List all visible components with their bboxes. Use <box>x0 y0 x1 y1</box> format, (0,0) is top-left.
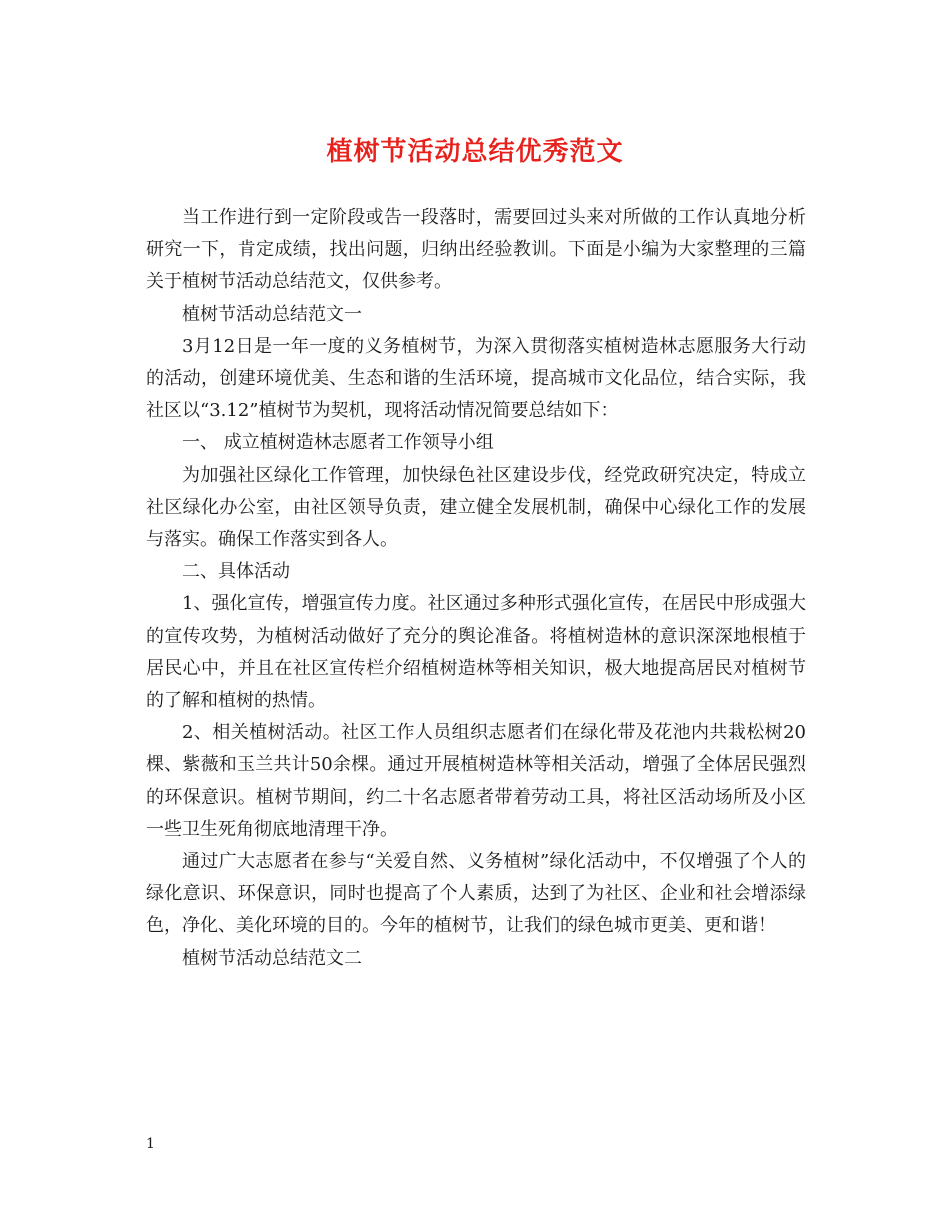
section-heading-one: 植树节活动总结范文一 <box>182 303 362 325</box>
document-body <box>146 202 806 975</box>
body-paragraph: 3月12日是一年一度的义务植树节，为深入贯彻落实植树造林志愿服务大行动的活动，创建环境优美、生态和谐的生活环境，提高城市文化品位，结合实际，我社区以“3.12”植树节为契机，现将活动情况简要总结如下： <box>146 335 806 422</box>
section-heading-two: 植树节活动总结范文二 <box>182 947 362 969</box>
body-paragraph: 2、相关植树活动。社区工作人员组织志愿者们在绿化带及花池内共栽松树20棵、紫薇和玉兰共计50余棵。通过开展植树造林等相关活动，增强了全体居民强烈的环保意识。植树节期间，约二十名志愿者带着劳动工具，将社区活动场所及小区一些卫生死角彻底地清理干净。 <box>146 722 806 840</box>
document-title: 植树节活动总结优秀范文 <box>326 137 624 167</box>
subheading-leadership-group: 一、 成立植树造林志愿者工作领导小组 <box>182 432 494 454</box>
page-number: 1 <box>146 1136 155 1152</box>
body-paragraph: 1、强化宣传，增强宣传力度。社区通过多种形式强化宣传，在居民中形成强大的宣传攻势，为植树活动做好了充分的舆论准备。将植树造林的意识深深地根植于居民心中，并且在社区宣传栏介绍植树造林等相关知识，极大地提高居民对植树节的了解和植树的热情。 <box>146 593 806 712</box>
body-paragraph: 为加强社区绿化工作管理，加快绿色社区建设步伐，经党政研究决定，特成立社区绿化办公室，由社区领导负责，建立健全发展机制，确保中心绿化工作的发展与落实。确保工作落实到各人。 <box>146 464 806 551</box>
subheading-activities: 二、具体活动 <box>182 561 290 583</box>
body-paragraph: 通过广大志愿者在参与“关爱自然、义务植树”绿化活动中，不仅增强了个人的绿化意识、环保意识，同时也提高了个人素质，达到了为社区、企业和社会增添绿色，净化、美化环境的目的。今年的植树节，让我们的绿色城市更美、更和谐！ <box>146 851 806 937</box>
intro-paragraph: 当工作进行到一定阶段或告一段落时，需要回过头来对所做的工作认真地分析研究一下，肯定成绩，找出问题，归纳出经验教训。下面是小编为大家整理的三篇关于植树节活动总结范文，仅供参考。 <box>146 207 806 293</box>
